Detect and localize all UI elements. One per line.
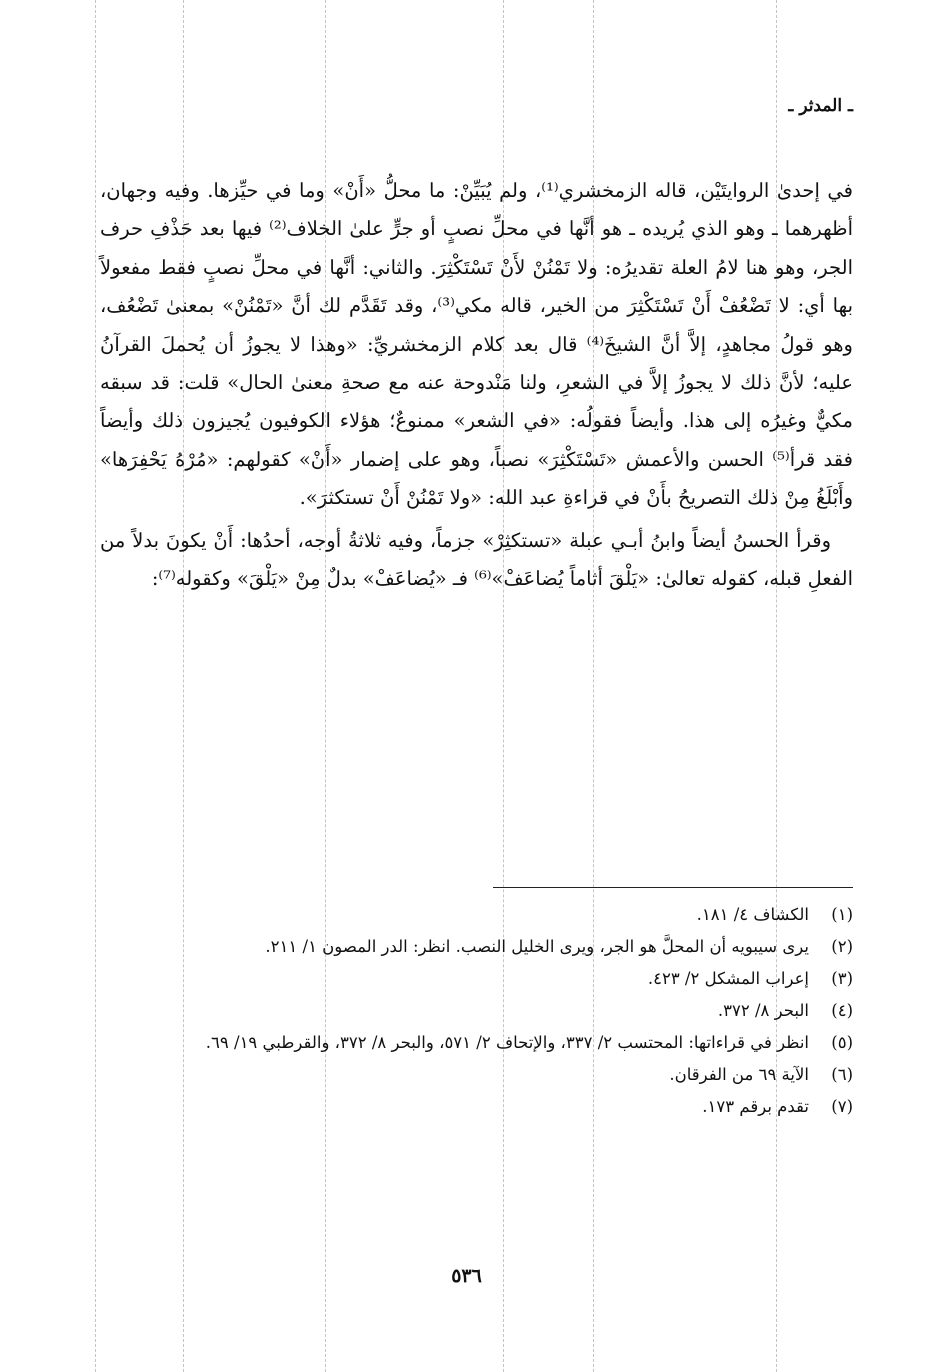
- paragraph: في إحدىٰ الروايتَيْن، قاله الزمخشري⁽¹⁾، ولم يُبَيِّنْ: ما محلُّ «أَنْ» وما في حيِّزها. وفيه وجهان، أظهرهما ـ وهو الذي يُريده ـ هو أنَّها في محلِّ نصبٍ أو جرٍّ علىٰ الخلاف⁽²⁾ فيها بعد حَذْفِ حرف الجر، وهو هنا لامُ العلة تقديرُه: ولا تَمْنُنْ لأَنْ تَسْتَكْثِرَ. والثاني: أنَّها في محلِّ نصبٍ فقط مفعولاً بها أي: لا تَضْعُفْ أَنْ تَسْتَكْثِرَ من الخير، قاله مكي⁽³⁾، وقد تَقَدَّم لك أنَّ «تَمْنُنْ» بمعنىٰ تَضْعُف، وهو قولُ مجاهدٍ، إلاَّ أنَّ الشيخَ⁽⁴⁾ قال بعد كلام الزمخشريِّ: «وهذا لا يجوزُ أن يُحملَ القرآنُ عليه؛ لأنَّ ذلك لا يجوزُ إلاَّ في الشعرِ، ولنا مَنْدوحة عنه مع صحةِ معنىٰ الحال» قلت: قد سبقه مكيٌّ وغيرُه إلى هذا. وأيضاً فقولُه: «في الشعر» ممنوعٌ؛ هؤلاء الكوفيون يُجيزون ذلك وأيضاً فقد قرأ⁽⁵⁾ الحسن والأعمش «تَسْتَكْثِرَ» نصباً، وهو على إضمار «أَنْ» كقولهم: «مُرْهُ يَحْفِرَها» وأَبْلَغُ مِنْ ذلك التصريحُ بأَنْ في قراءةِ عبد الله: «ولا تَمْنُنْ أَنْ تستكثرَ».: [100, 179, 853, 510]
- footnote-text: الآية ٦٩ من الفرقان.: [669, 1065, 809, 1084]
- footnote-text: يرى سيبويه أن المحلَّ هو الجر، ويرى الخليل النصب. انظر: الدر المصون ١/ ٢١١.: [265, 937, 809, 956]
- main-text: [100, 172, 853, 598]
- footnote-number: (٢): [831, 937, 853, 956]
- footnote-number: (٤): [831, 1001, 853, 1020]
- footnote: [100, 996, 853, 1025]
- running-header: ـ المدثر ـ: [788, 96, 853, 116]
- footnote: [100, 1028, 853, 1057]
- footnote: [100, 964, 853, 993]
- footnote-number: (٣): [831, 969, 853, 988]
- footnote-text: البحر ٨/ ٣٧٢.: [717, 1001, 809, 1020]
- footnote-text: الكشاف ٤/ ١٨١.: [696, 905, 809, 924]
- footnote-number: (١): [831, 905, 853, 924]
- footnotes: [100, 900, 853, 1124]
- footnote-text: تقدم برقم ١٧٣.: [702, 1097, 809, 1116]
- footnote-number: (٥): [831, 1033, 853, 1052]
- footnote: [100, 1092, 853, 1121]
- footnote-number: (٦): [831, 1065, 853, 1084]
- scan-guide-line: [95, 0, 96, 1372]
- footnote: [100, 900, 853, 929]
- footnote-number: (٧): [831, 1097, 853, 1116]
- footnote-text: إعراب المشكل ٢/ ٤٢٣.: [647, 969, 809, 988]
- page-number: ٥٣٦: [451, 1265, 482, 1287]
- footnote: [100, 1060, 853, 1089]
- footnote-text: انظر في قراءاتها: المحتسب ٢/ ٣٣٧، والإتحاف ٢/ ٥٧١، والبحر ٨/ ٣٧٢، والقرطبي ١٩/ ٦٩.: [205, 1033, 809, 1052]
- footnote: [100, 932, 853, 961]
- paragraph: وقرأ الحسنُ أيضاً وابنُ أبـي عبلة «تستكثِرْ» جزماً، وفيه ثلاثةُ أوجه، أحدُها: أَنْ يكونَ بدلاً من الفعلِ قبله، كقوله تعالىٰ: «يَلْقَ أثاماً يُضاعَفْ»⁽⁶⁾ فـ «يُضاعَفْ» بدلٌ مِنْ «يَلْقَ» وكقوله⁽⁷⁾:: [100, 528, 853, 591]
- footnote-separator: [493, 887, 853, 888]
